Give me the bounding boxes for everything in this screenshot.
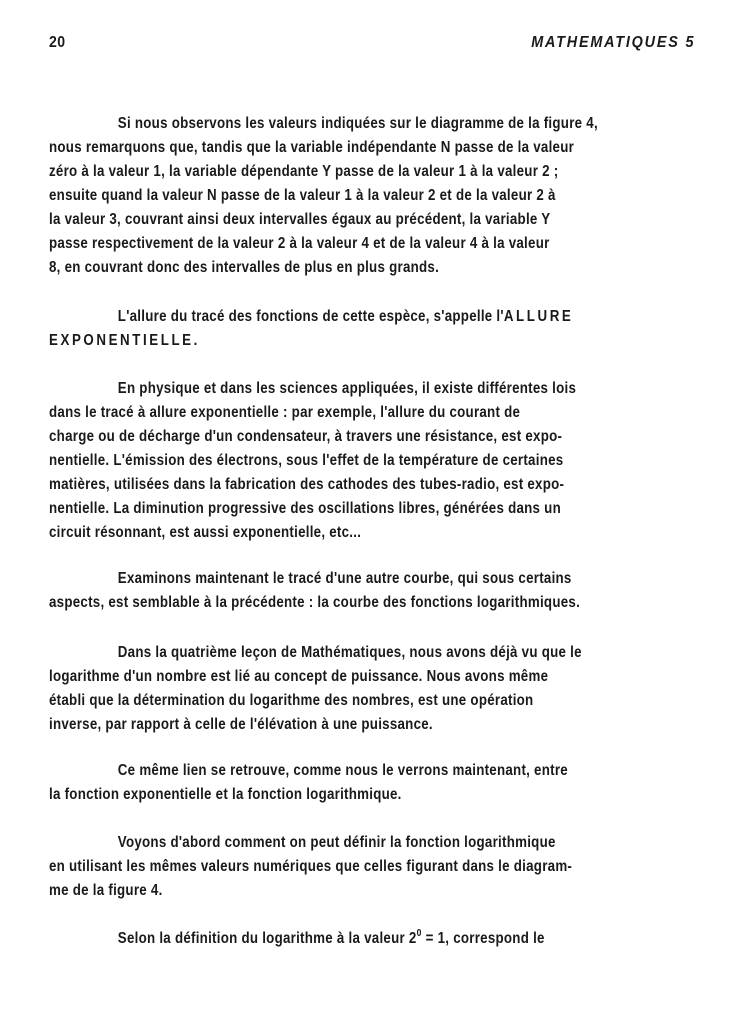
exponent: 0: [416, 927, 422, 939]
text-line: Examinons maintenant le tracé d'une autre courbe, qui sous certains: [117, 570, 572, 587]
text-line: Dans la quatrième leçon de Mathématiques, nous avons déjà vu que le: [117, 644, 582, 661]
text-line: nentielle. La diminution progressive des oscillations libres, générées dans un: [49, 500, 561, 517]
paragraph-spacer: [49, 545, 709, 567]
text-line: dans le tracé à allure exponentielle : par exemple, l'allure du courant de: [49, 404, 521, 421]
page-number: 20: [49, 34, 66, 51]
body-text: [49, 112, 709, 951]
text-line: nentielle. L'émission des électrons, sous l'effet de la température de certaines: [49, 452, 564, 469]
paragraph-same-link: [49, 759, 709, 807]
paragraph-physics-examples: [49, 377, 709, 545]
text-line: en utilisant les mêmes valeurs numériques que celles figurant dans le diagram-: [49, 858, 573, 875]
emphasis-term: EXPONENTIELLE.: [49, 332, 200, 349]
text-run: = 1, correspond le: [421, 930, 545, 947]
text-line: ensuite quand la valeur N passe de la valeur 1 à la valeur 2 et de la valeur 2 à: [49, 187, 556, 204]
paragraph-define-log-function: [49, 831, 709, 903]
text-line: Voyons d'abord comment on peut définir la fonction logarithmique: [117, 834, 556, 851]
text-line: me de la figure 4.: [49, 882, 163, 899]
paragraph-spacer: [49, 807, 709, 831]
text-line: [49, 927, 617, 951]
text-line: établi que la détermination du logarithme des nombres, est une opération: [49, 692, 534, 709]
paragraph-spacer: [49, 737, 709, 759]
text-run: Selon la définition du logarithme à la valeur 2: [117, 930, 417, 947]
text-line: la valeur 3, couvrant ainsi deux intervalles égaux au précédent, la variable Y: [49, 211, 551, 228]
text-run: L'allure du tracé des fonctions de cette espèce, s'appelle l': [117, 308, 504, 325]
text-line: 8, en couvrant donc des intervalles de plus en plus grands.: [49, 259, 440, 276]
text-line: circuit résonnant, est aussi exponentielle, etc...: [49, 524, 362, 541]
text-line: Si nous observons les valeurs indiquées sur le diagramme de la figure 4,: [117, 115, 598, 132]
text-line: En physique et dans les sciences appliquées, il existe différentes lois: [117, 380, 577, 397]
paragraph-spacer: [49, 615, 709, 641]
paragraph-exponential-observation: [49, 112, 709, 280]
paragraph-logarithmic-curve-intro: [49, 567, 709, 615]
text-line: charge ou de décharge d'un condensateur, à travers une résistance, est expo-: [49, 428, 563, 445]
text-line: passe respectivement de la valeur 2 à la valeur 4 et de la valeur 4 à la valeur: [49, 235, 550, 252]
text-line: logarithme d'un nombre est lié au concept de puissance. Nous avons même: [49, 668, 549, 685]
text-line: [49, 329, 617, 353]
paragraph-exponential-definition: [49, 305, 709, 353]
text-line: zéro à la valeur 1, la variable dépendante Y passe de la valeur 1 à la valeur 2 ;: [49, 163, 559, 180]
text-line: nous remarquons que, tandis que la variable indépendante N passe de la valeur: [49, 139, 575, 156]
text-line: inverse, par rapport à celle de l'élévation à une puissance.: [49, 716, 433, 733]
text-line: matières, utilisées dans la fabrication des cathodes des tubes-radio, est expo-: [49, 476, 565, 493]
paragraph-fourth-lesson: [49, 641, 709, 737]
text-line: la fonction exponentielle et la fonction logarithmique.: [49, 786, 402, 803]
emphasis-term: ALLURE: [503, 308, 574, 325]
text-line: [49, 305, 617, 329]
running-title: MATHEMATIQUES 5: [530, 34, 695, 51]
text-line: Ce même lien se retrouve, comme nous le verrons maintenant, entre: [117, 762, 568, 779]
paragraph-spacer: [49, 280, 709, 305]
paragraph-spacer: [49, 903, 709, 927]
paragraph-spacer: [49, 353, 709, 377]
text-line: aspects, est semblable à la précédente : la courbe des fonctions logarithmiques.: [49, 594, 581, 611]
paragraph-log-definition-start: [49, 927, 709, 951]
